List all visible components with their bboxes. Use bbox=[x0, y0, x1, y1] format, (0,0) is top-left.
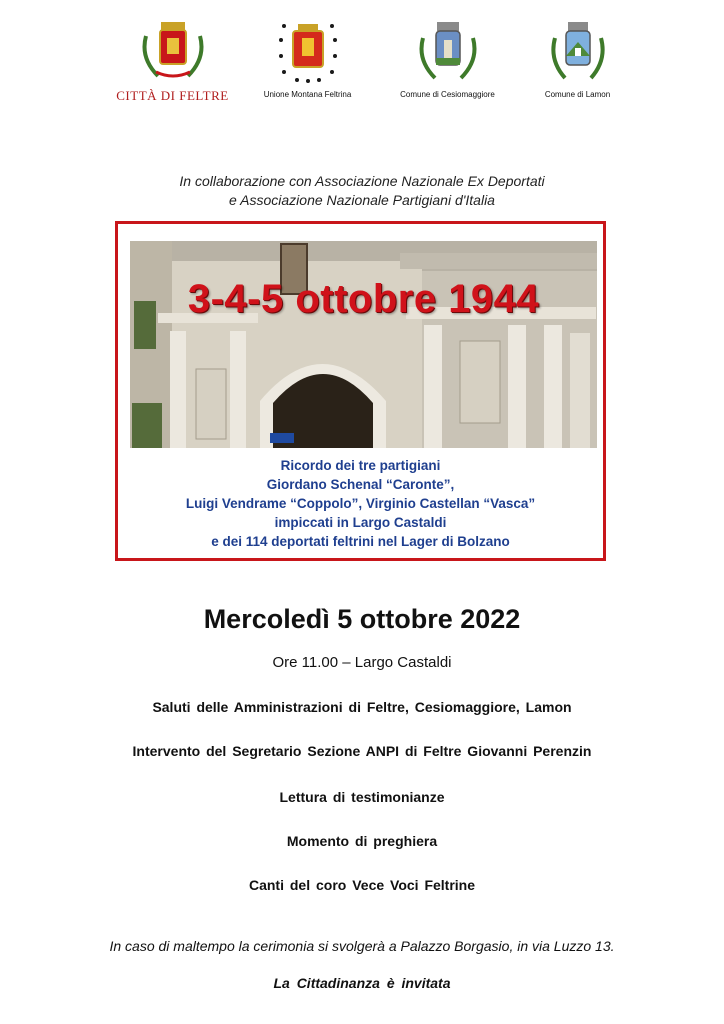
program-item: Canti del coro Vece Voci Feltrine bbox=[248, 877, 476, 893]
memorial-text bbox=[118, 456, 603, 551]
memorial-line: e dei 114 deportati feltrini nel Lager di Bolzano bbox=[211, 534, 510, 549]
logo-caption: Comune di Cesiomaggiore bbox=[400, 90, 495, 99]
logo-caption: Unione Montana Feltrina bbox=[263, 90, 352, 99]
memorial-line: Luigi Vendrame “Coppolo”, Virginio Castellan “Vasca” bbox=[185, 496, 536, 511]
feltre-coat-of-arms-icon bbox=[138, 18, 208, 82]
unione-montana-emblem-icon bbox=[275, 18, 341, 84]
collaboration-note bbox=[0, 172, 724, 210]
program-item: Saluti delle Amministrazioni di Feltre, Cesiomaggiore, Lamon bbox=[152, 699, 572, 715]
cesiomaggiore-coat-of-arms-icon bbox=[417, 18, 479, 84]
collaboration-line-2: e Associazione Nazionale Partigiani d'Italia bbox=[229, 192, 495, 208]
lamon-coat-of-arms-icon bbox=[549, 18, 607, 84]
logo-cesiomaggiore bbox=[390, 18, 505, 99]
banner-title: 3-4-5 ottobre 1944 bbox=[187, 277, 540, 321]
event-time-place: Ore 11.00 – Largo Castaldi bbox=[272, 654, 452, 671]
largo-castaldi-photo bbox=[130, 241, 597, 448]
logo-caption: CITTÀ DI FELTRE bbox=[116, 88, 229, 103]
logo-unione-montana bbox=[250, 18, 365, 99]
event-date: Mercoledì 5 ottobre 2022 bbox=[203, 604, 521, 634]
memorial-line: impiccati in Largo Castaldi bbox=[274, 515, 447, 530]
program-item: Lettura di testimonianze bbox=[279, 789, 445, 805]
logo-caption: Comune di Lamon bbox=[544, 90, 611, 99]
memorial-banner bbox=[115, 221, 606, 561]
invitation: La Cittadinanza è invitata bbox=[273, 975, 451, 991]
logo-lamon bbox=[525, 18, 630, 99]
collaboration-line-1: In collaborazione con Associazione Nazionale Ex Deportati bbox=[179, 173, 545, 189]
memorial-line: Giordano Schenal “Caronte”, bbox=[266, 477, 455, 492]
program-item: Momento di preghiera bbox=[286, 833, 438, 849]
program-item: Intervento del Segretario Sezione ANPI di Feltre Giovanni Perenzin bbox=[132, 743, 592, 759]
weather-note: In caso di maltempo la cerimonia si svolgerà a Palazzo Borgasio, in via Luzzo 13. bbox=[109, 938, 615, 954]
logo-citta-di-feltre bbox=[110, 18, 235, 104]
memorial-line: Ricordo dei tre partigiani bbox=[280, 458, 441, 473]
